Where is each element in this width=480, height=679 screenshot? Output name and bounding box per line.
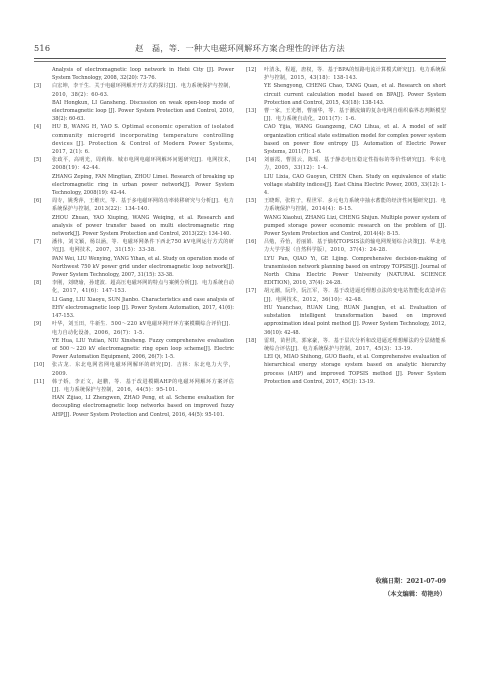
reference-text: 周专，姚秀萍，王维庆，等．基于多电磁环网的功率转移研究与分析[J]．电力系统保护与控制，2013(22)：134-140. bbox=[52, 198, 234, 213]
reference-item bbox=[246, 156, 446, 197]
reference-text: 叶华，刘玉田，牛新生．500～220 kV电磁环网开环方案模糊综合评价[J]．电力自动化设备，2006，26(7)：1-5. bbox=[52, 321, 234, 336]
reference-number: [16] bbox=[246, 239, 257, 246]
reference-text: 潘伟，刘文颖，杨以涵，等．电磁环网条件下西北750 kV电网运行方式的研究[J]．电网技术，2007，31(15)：33-38. bbox=[52, 239, 234, 254]
reference-number: [18] bbox=[246, 337, 257, 344]
reference-text: 雷琪，苗世洪，郭家豪，等．基于层次分析和改进逼近理想解法的分层储能系统综合评估[J]．电力系统保护与控制，2017，45(3)：13-19. bbox=[264, 337, 446, 352]
reference-english: CAO Yijia, WANG Guangzeng, CAO Lihua, et al. A model of self organization critical state estimation model for complex power system based on power flow entropy [J]. Automation of Electric Power Systems, 2011(7): 1-6. bbox=[264, 124, 446, 156]
reference-number: [15] bbox=[246, 198, 257, 205]
reference-item bbox=[34, 378, 234, 419]
running-title: 赵 磊，等．一种大电磁环网解环方案合理性的评估方法 bbox=[135, 43, 345, 53]
reference-english: LYU Pan, QIAO Yi, GE Lijing. Comprehensive decision-making of transmission network planning based on entropy TOPSIS[J]. Journal of North China Electric Power University (NATURAL SCIENCE EDITION), 2010, 37(4): 24-28. bbox=[264, 255, 446, 287]
reference-item bbox=[34, 279, 234, 320]
reference-text: HU B, WANG H, YAO S. Optimal economic operation of isolated community microgrid incorporating temperature controlling devices [J]. Protection & Control of Modern Power Systems, 2017, 2(1): 6. bbox=[52, 124, 234, 156]
reference-text: 曹一家，王光增，曹丽华，等．基于潮流熵的复杂电网自组织临界态判断模型[J]．电力系统自动化，2011(7)：1-6. bbox=[264, 108, 446, 123]
reference-english: WANG Xiaohui, ZHANG Lizi, CHENG Shijun. Multiple power system of pumped storage power economic research on the problem of [J]. Power System Protection and Control, 2014(4): 8-15. bbox=[264, 214, 446, 238]
reference-number: [4] bbox=[34, 124, 42, 131]
received-date: 收稿日期：2021-07-09 bbox=[375, 578, 446, 585]
editor-note: （本文编辑：荀艳玲） bbox=[384, 591, 446, 598]
reference-item bbox=[34, 197, 234, 238]
reference-english: HU Yuanchao, RUAN Ling, RUAN Jiangjun, et al. Evaluation of substation intelligent transformation based on improved approximation ideal point method [J]. Power System Technology, 2012, 36(10): 42-48. bbox=[264, 304, 446, 336]
reference-item bbox=[34, 320, 234, 361]
page-number: 516 bbox=[34, 43, 51, 53]
reference-english: ZHOU Zhuan, YAO Xiuping, WANG Weiqing, et al. Research and analysis of power transfer based on multi electromagnetic ring network[J]. Power System Protection and Control, 2013(22): 134-140. bbox=[52, 214, 234, 238]
reference-number: [14] bbox=[246, 157, 257, 164]
reference-text: 张古龙．东北电网省网电磁环网解环的研究[D]．吉林：东北电力大学，2009. bbox=[52, 362, 234, 377]
reference-number: [8] bbox=[34, 280, 42, 287]
reference-number: [9] bbox=[34, 321, 42, 328]
reference-number: [11] bbox=[34, 378, 45, 385]
reference-text: 王晓晖，张粒子，程世军．多元电力系统中抽水蓄能的经济性问题研究[J]．电力系统保护与控制，2014(4)：8-15. bbox=[264, 198, 446, 213]
reference-english: YE Shengyong, CHENG Chao, TANG Quan, et al. Research on short circuit current calculation model based on BPA[J]. Power System Protection and Control, 2015, 43(18): 138-143. bbox=[264, 83, 446, 106]
reference-item bbox=[246, 66, 446, 107]
reference-english: BAI Hongkun, LI Gansheng. Discussion on weak open-loop mode of electromagnetic loop [J]. Power System Protection and Control, 2010, 38(2): 60-63. bbox=[52, 99, 234, 123]
reference-item bbox=[34, 66, 234, 82]
reference-number: [6] bbox=[34, 198, 42, 205]
reference-text: 刘丽霞，曹国云，陈瑶．基于静态电压稳定性指标的等价性研究[J]．华东电力，2005，33(12)：1-4. bbox=[264, 157, 446, 172]
reference-number: [10] bbox=[34, 362, 45, 369]
reference-number: [17] bbox=[246, 288, 257, 295]
reference-text: 白宏坤，李干生．关于电磁环网解开开方式的探讨[J]．电力系统保护与控制，2010，38(2)：60-63. bbox=[52, 83, 234, 98]
reference-number: [13] bbox=[246, 108, 257, 115]
reference-english: YE Hua, LIU Yutian, NIU Xinsheng. Fuzzy comprehensive evaluation of 500～220 kV electromagnetic ring open loop scheme[J]. Electric Power Automation Equipment, 2006, 26(7): 1-5. bbox=[52, 337, 234, 361]
reference-item bbox=[246, 107, 446, 156]
reference-english: PAN Wei, LIU Wenying, YANG Yihan, et al. Study on operation mode of Northwest 750 kV power grid under electromagnetic loop network[J]. Power System Technology, 2007, 31(15): 33-38. bbox=[52, 255, 234, 279]
reference-item bbox=[34, 238, 234, 279]
reference-english: LIU Lixia, CAO Guoyun, CHEN Chen. Study on equivalence of static voltage stability indices[J]. East China Electric Power, 2005, 33(12): 1-4. bbox=[264, 173, 446, 197]
reference-number: [7] bbox=[34, 239, 42, 246]
reference-item bbox=[34, 156, 234, 197]
reference-text: 张政平，高明光，周莉梅．城市电网电磁环网解环问题研究[J]．电网技术，2008(19)：42-44. bbox=[52, 157, 234, 172]
reference-text: 李刚，刘晓瑜，孙建波．超高压电磁环网的特点与案例分析[J]．电力系统自动化，2017，41(6)：147-153. bbox=[52, 280, 234, 295]
reference-english: LEI Qi, MIAO Shihong, GUO Baofu, et al. Comprehensive evaluation of hierarchical energy storage system based on analytic hierarchy process (AHP) and improved TOPSIS method [J]. Power System Protection and Control, 2017, 45(3): 13-19. bbox=[264, 354, 446, 385]
header-rule bbox=[34, 58, 446, 59]
reference-english: LI Gang, LIU Xiaoyu, SUN Jianbo. Characteristics and case analysis of EHV electromagnetic loop [J]. Power System Automation, 2017, 41(6): 147-153. bbox=[52, 296, 234, 320]
reference-text: 韩子娇，李正文，赵鹏，等．基于改进模糊AHP的电磁环网解环方案评估[J]．电力系统保护与控制，2016，44(5)：95-101. bbox=[52, 378, 234, 393]
reference-number: [12] bbox=[246, 67, 257, 73]
reference-number: [3] bbox=[34, 83, 42, 90]
header-rule-thin bbox=[34, 61, 446, 62]
reference-text: 叶清永，程超，唐权，等．基于BPA的短路电流计算模式研究[J]．电力系统保护与控制，2015，43(18)：138-143. bbox=[264, 67, 446, 82]
reference-item bbox=[34, 361, 234, 377]
reference-item bbox=[34, 123, 234, 156]
reference-english: ZHANG Zeping, FAN Mingtian, ZHOU Limei. Research of breaking up electromagnetic ring in urban power network[J]. Power System Technology, 2008(19): 42-44. bbox=[52, 173, 234, 197]
reference-text: 吕勉，乔怡，若丽娟．基于熵权TOPSIS法的输电网规划综合决策[J]．华北电力大学学报（自然科学版），2010，37(4)：24-28. bbox=[264, 239, 446, 254]
references-right-column bbox=[246, 66, 446, 386]
reference-english: HAN Zijiao, LI Zhengwen, ZHAO Peng, et al. Scheme evaluation for decoupling electromagnetic loop networks based on improved fuzzy AHP[J]. Power System Protection and Control, 2016, 44(5): 95-101. bbox=[52, 395, 234, 418]
reference-text: Analysis of electromagnetic loop network in Hebi City [J]. Power System Technology, 2008, 32(20): 73-76. bbox=[52, 67, 234, 82]
reference-item bbox=[34, 82, 234, 123]
reference-item bbox=[246, 337, 446, 386]
reference-item bbox=[246, 287, 446, 336]
reference-item bbox=[246, 238, 446, 287]
references-left-column bbox=[34, 66, 234, 419]
reference-number: [5] bbox=[34, 157, 42, 164]
reference-item bbox=[246, 197, 446, 238]
running-header bbox=[34, 42, 446, 56]
reference-text: 胡元潮，阮玲，阮江军，等．基于改进逼近理想点法的变电站智能化改造评估[J]．电网技术，2012，36(10)：42-48. bbox=[264, 288, 446, 303]
